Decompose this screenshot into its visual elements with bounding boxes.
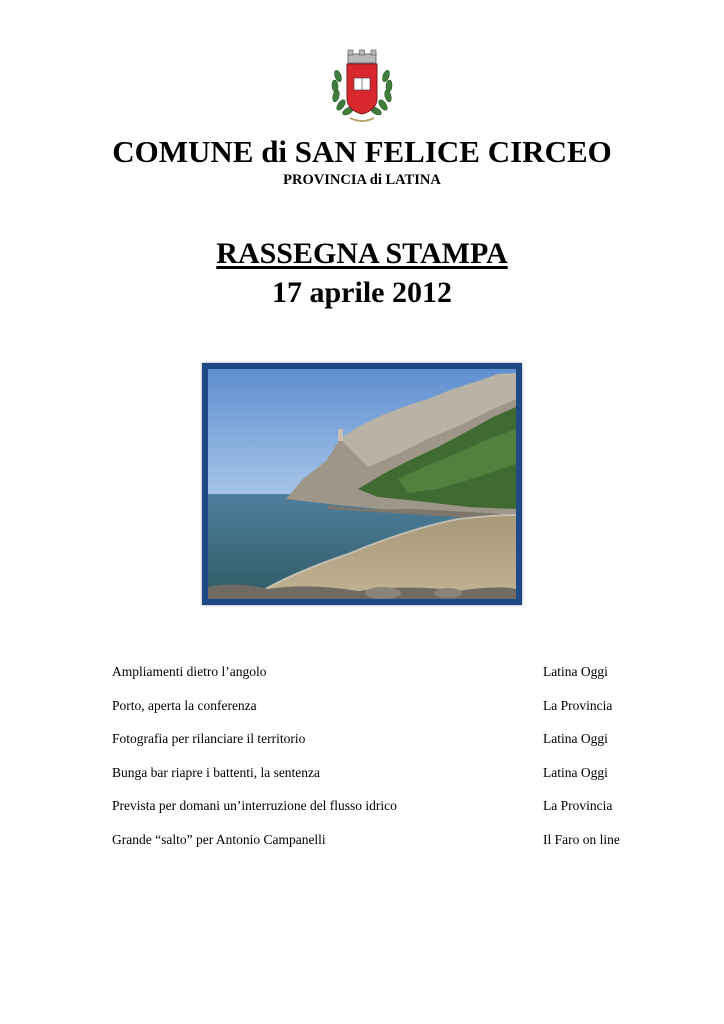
- article-list: [112, 664, 632, 866]
- page-title: COMUNE di SAN FELICE CIRCEO: [112, 134, 612, 169]
- article-source: Latina Oggi: [543, 664, 608, 679]
- document-heading: RASSEGNA STAMPA: [216, 237, 508, 270]
- list-item: [112, 698, 632, 732]
- list-item: [112, 664, 632, 698]
- article-source: Il Faro on line: [543, 831, 620, 847]
- article-title: Prevista per domani un’interruzione del flusso idrico: [112, 798, 397, 814]
- document-date: 17 aprile 2012: [272, 276, 452, 309]
- article-source: Latina Oggi: [543, 731, 608, 747]
- article-title: Bunga bar riapre i battenti, la sentenza: [112, 764, 321, 780]
- article-title: Fotografia per rilanciare il territorio: [112, 731, 306, 747]
- article-source: Latina Oggi: [543, 764, 608, 780]
- page-subtitle: PROVINCIA di LATINA: [283, 172, 441, 188]
- list-item: [112, 765, 632, 799]
- list-item: [112, 832, 632, 866]
- article-title: Ampliamenti dietro l’angolo: [112, 664, 267, 679]
- article-source: La Provincia: [543, 697, 613, 713]
- list-item: [112, 798, 632, 832]
- list-item: [112, 731, 632, 765]
- article-title: Grande “salto” per Antonio Campanelli: [112, 831, 326, 847]
- coat-of-arms-icon: [326, 48, 398, 128]
- article-source: La Provincia: [543, 798, 613, 814]
- coastline-photo: [202, 363, 522, 605]
- article-title: Porto, aperta la conferenza: [112, 697, 257, 713]
